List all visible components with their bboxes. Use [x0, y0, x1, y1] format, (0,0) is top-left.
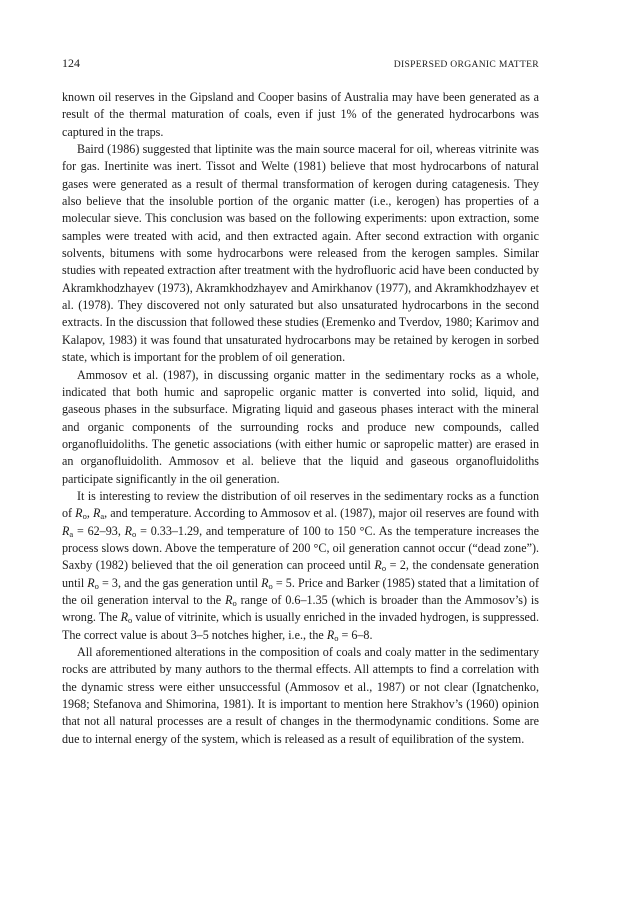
symbol-r: R [374, 558, 382, 573]
body-text [62, 89, 539, 748]
p4-text-1: It is interesting to review the distribution of oil reserves in the sedimentary rocks as a function of [62, 488, 539, 521]
p4-text-3: , and temperature. According to Ammosov et al. (1987), major oil reserves are found with [104, 506, 539, 521]
book-page [62, 56, 539, 748]
p4-text-4: = 62–93, [73, 523, 125, 538]
symbol-r: R [62, 523, 70, 538]
symbol-r: R [120, 610, 128, 625]
paragraph-1: known oil reserves in the Gipsland and Cooper basins of Australia may have been generated as a result of the thermal maturation of coals, even if just 1% of the generated hydrocarbons was captured in the traps. [62, 90, 539, 139]
p4-text-9: range of 0.6–1.35 (which is broader than the Ammosov’s) is wrong. The [62, 592, 539, 625]
subscript-o: o [268, 580, 273, 591]
symbol-r: R [92, 506, 101, 521]
page-number: 124 [62, 56, 80, 70]
subscript-o: o [94, 580, 99, 591]
symbol-r: R [124, 523, 133, 538]
subscript-o: o [82, 511, 87, 522]
page-header [62, 56, 539, 72]
running-head: DISPERSED ORGANIC MATTER [393, 59, 539, 70]
symbol-r: R [75, 506, 83, 521]
p4-text-7: = 3, and the gas generation until [98, 575, 262, 590]
symbol-r: R [225, 592, 233, 607]
paragraph-4 [62, 488, 539, 644]
subscript-o: o [132, 528, 137, 539]
paragraph-2: Baird (1986) suggested that liptinite was the main source maceral for oil, whereas vitrinite was for gas. Inertinite was inert. Tissot and Welte (1981) believe that most hydrocarbons of natural gases were generated as a result of thermal transformation of kerogen during catagenesis. They also believe that the insoluble portion of the organic matter (i.e., kerogen) has properties of a molecular sieve. This conclusion was based on the following experiments: upon extraction, some samples were treated with acid, and then extracted again. After second extraction with organic solvents, bitumens with some hydrocarbons were released from the kerogen samples. Similar studies with repeated extraction after treatment with the hydrofluoric acid have been conducted by Akramkhodzhayev (1973), Akramkhodzhayev and Amirkhanov (1977), and Akramkhodzhayev et al. (1978). They discovered not only saturated but also unsaturated hydrocarbons in the second extracts. In the discussion that followed these studies (Eremenko and Tverdov, 1980; Karimov and Kalapov, 1983) it was found that unsaturated hydrocarbons may be retained by kerogen in sorbed state, which is important for the problem of oil generation. [62, 142, 539, 365]
subscript-o: o [128, 615, 133, 626]
paragraph-3: Ammosov et al. (1987), in discussing organic matter in the sedimentary rocks as a whole, indicated that both humic and sapropelic organic matter is converted into solid, liquid, and gaseous phases in the subsurface. Migrating liquid and gaseous phases interact with the mineral and organic components of the surrounding rocks and produce new compounds, called organofluidoliths. The genetic associations (with either humic or sapropelic matter) are erased in an organofluidolith. Ammosov et al. believe that the liquid and gaseous organofluidoliths participate significantly in the oil generation. [62, 367, 539, 486]
p4-text-2: , [86, 506, 93, 521]
symbol-r: R [87, 575, 95, 590]
p4-text-6: = 2, the condensate generation until [62, 558, 540, 590]
p4-text-5: = 0.33–1.29, and temperature of 100 to 150 °C. As the temperature increases the process slows down. Above the temperature of 200 °C, oil generation cannot occur (“dead zone”). Saxby (1982) believed that the oil generation can proceed until [62, 523, 539, 573]
p4-text-11: = 6–8. [338, 627, 373, 642]
symbol-r: R [326, 627, 335, 642]
p4-text-8: = 5. Price and Barker (1985) stated that a limitation of the oil generation interval to the [62, 575, 540, 607]
subscript-o: o [232, 597, 237, 608]
subscript-o: o [334, 632, 339, 643]
subscript-a: a [100, 511, 105, 522]
p4-text-10: value of vitrinite, which is usually enriched in the invaded hydrogen, is suppressed. The correct value is about 3–5 notches higher, i.e., the [62, 610, 539, 642]
subscript-o: o [381, 563, 387, 574]
paragraph-5: All aforementioned alterations in the composition of coals and coaly matter in the sedimentary rocks are attributed by many authors to the thermal effects. All attempts to find a correlation with the dynamic stress were either unsuccessful (Ammosov et al., 1987) or not clear (Ignatchenko, 1968; Stefanova and Shimorina, 1981). It is important to mention here Strakhov’s (1960) opinion that not all natural processes are a result of changes in the thermodynamic conditions. Some are due to internal energy of the system, which is released as a result of equilibration of the system. [62, 645, 539, 746]
symbol-r: R [261, 575, 269, 590]
subscript-a: a [69, 528, 74, 539]
